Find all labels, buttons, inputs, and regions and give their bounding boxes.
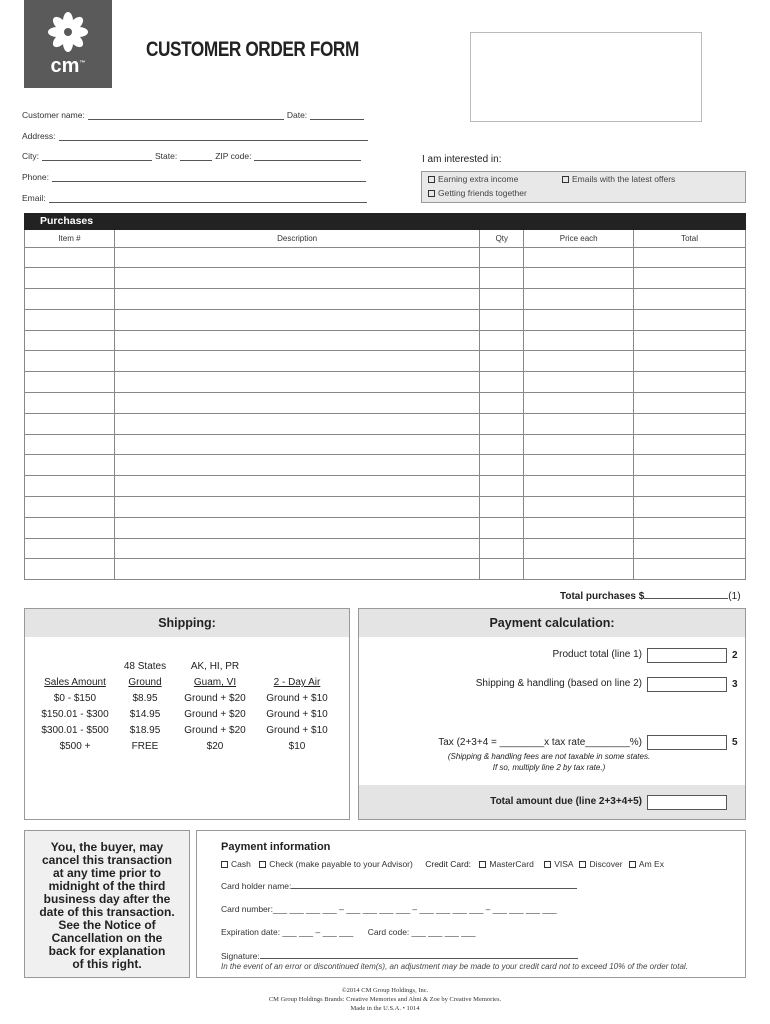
cash-option[interactable]: Cash: [221, 859, 251, 869]
shipping-column: [30, 659, 120, 755]
zip-label: ZIP code:: [215, 151, 252, 161]
customer-name-row: [22, 110, 367, 120]
product-total-num: 2: [732, 650, 738, 661]
total-purchases-row: [560, 590, 741, 602]
date-label: Date:: [286, 110, 308, 120]
shipping-rate: Ground + $10: [266, 693, 328, 704]
table-row: [25, 351, 746, 372]
table-cell[interactable]: [634, 476, 746, 497]
table-cell[interactable]: [524, 497, 634, 518]
total-purchases-field[interactable]: [644, 590, 728, 599]
amex-option[interactable]: Am Ex: [629, 859, 664, 869]
email-field[interactable]: [49, 194, 367, 203]
table-cell[interactable]: [480, 476, 524, 497]
expiration-row: [221, 927, 475, 937]
table-row: [25, 413, 746, 434]
table-cell[interactable]: [114, 434, 479, 455]
total-due-label: Total amount due (line 2+3+4+5): [490, 796, 642, 807]
table-cell[interactable]: [524, 455, 634, 476]
tax-num: 5: [732, 737, 738, 748]
shipping-col-head1: [30, 659, 120, 675]
total-purchases-ref: (1): [728, 591, 741, 602]
shipping-handling-label: Shipping & handling (based on line 2): [475, 678, 642, 689]
shipping-col-head2: Sales Amount: [44, 677, 106, 688]
table-cell[interactable]: [524, 289, 634, 310]
address-row: [22, 131, 371, 141]
table-row: [25, 434, 746, 455]
table-row: [25, 372, 746, 393]
email-row: [22, 193, 370, 203]
table-cell[interactable]: [634, 434, 746, 455]
expiration-field[interactable]: Expiration date: ___ ___ – ___ ___: [221, 927, 354, 937]
table-cell[interactable]: [634, 372, 746, 393]
credit-card-label: Credit Card:: [425, 859, 472, 869]
signature-field[interactable]: [260, 950, 578, 959]
interest-option-income[interactable]: Earning extra income: [428, 174, 518, 184]
table-cell[interactable]: [480, 268, 524, 289]
table-cell[interactable]: [524, 309, 634, 330]
card-holder-field[interactable]: [291, 880, 577, 889]
table-cell[interactable]: [480, 309, 524, 330]
table-cell[interactable]: [634, 517, 746, 538]
table-cell[interactable]: [480, 434, 524, 455]
shipping-rate: $500 +: [59, 741, 91, 752]
shipping-col-head2: 2 - Day Air: [273, 677, 321, 688]
tax-note: (Shipping & handling fees are not taxable in some states. If so, multiply line 2 by tax rate.): [447, 752, 651, 772]
email-label: Email:: [22, 193, 46, 203]
table-cell[interactable]: [25, 517, 115, 538]
table-cell[interactable]: [114, 247, 479, 268]
page-title: CUSTOMER ORDER FORM: [146, 38, 359, 61]
table-cell[interactable]: [524, 268, 634, 289]
purchases-header: Purchases: [24, 213, 746, 230]
address-field[interactable]: [59, 132, 368, 141]
table-cell[interactable]: [480, 330, 524, 351]
shipping-rate: $18.95: [129, 725, 161, 736]
table-cell[interactable]: [114, 372, 479, 393]
interest-title: I am interested in:: [422, 154, 502, 165]
shipping-column: [170, 659, 260, 755]
table-cell[interactable]: [480, 289, 524, 310]
date-field[interactable]: [310, 111, 364, 120]
table-cell[interactable]: [634, 413, 746, 434]
table-cell[interactable]: [524, 559, 634, 580]
table-row: [25, 247, 746, 268]
phone-row: [22, 172, 369, 182]
table-row: [25, 393, 746, 414]
footer: [0, 986, 770, 1013]
cancel-notice-line: at any time prior to: [52, 866, 162, 880]
checkbox-icon: [428, 176, 435, 183]
purchases-table: [24, 230, 746, 580]
state-label: State:: [155, 151, 178, 161]
state-field[interactable]: [180, 152, 212, 161]
table-row: [25, 559, 746, 580]
table-cell[interactable]: [634, 268, 746, 289]
table-cell[interactable]: [480, 538, 524, 559]
payment-info-title: Payment information: [221, 841, 331, 853]
table-cell[interactable]: [25, 476, 115, 497]
checkbox-icon: [579, 861, 586, 868]
cancel-notice-line: business day after the: [43, 892, 171, 906]
table-cell[interactable]: [25, 497, 115, 518]
cancel-notice: [24, 830, 190, 978]
col-item: Item #: [25, 230, 115, 247]
card-holder-row: Card holder name:: [221, 880, 577, 891]
table-cell[interactable]: [524, 413, 634, 434]
table-cell[interactable]: [480, 413, 524, 434]
table-cell[interactable]: [114, 538, 479, 559]
shipping-rate: Ground + $20: [184, 725, 246, 736]
table-cell[interactable]: [634, 289, 746, 310]
table-cell[interactable]: [480, 455, 524, 476]
shipping-box: [24, 608, 350, 820]
shipping-col-head2: Guam, VI: [193, 677, 237, 688]
interest-box: [421, 171, 746, 203]
cancel-notice-line: Cancellation on the: [51, 931, 163, 945]
table-cell[interactable]: [480, 559, 524, 580]
shipping-rate: $150.01 - $300: [41, 709, 109, 720]
table-cell[interactable]: [524, 517, 634, 538]
card-number-field[interactable]: Card number:___ ___ ___ ___ – ___ ___ ___ ___ – ___ ___ ___ ___ – ___ ___ ___ ___: [221, 904, 557, 914]
shipping-rate: $20: [206, 741, 224, 752]
zip-field[interactable]: [254, 152, 361, 161]
adjustment-note: In the event of an error or discontinued item(s), an adjustment may be made to your credit card not to exceed 10% of the order total.: [221, 962, 688, 971]
brands-line: CM Group Holdings Brands: Creative Memories and Ahni & Zoe by Creative Memories.: [268, 996, 502, 1003]
made-in-line: Made in the U.S.A. • 1014: [350, 1005, 420, 1012]
shipping-column: [115, 659, 175, 755]
shipping-rate: $300.01 - $500: [41, 725, 109, 736]
table-cell[interactable]: [25, 268, 115, 289]
table-cell[interactable]: [524, 330, 634, 351]
interest-option-friends[interactable]: Getting friends together: [428, 188, 527, 198]
shipping-handling-num: 3: [732, 679, 738, 690]
table-cell[interactable]: [114, 455, 479, 476]
table-row: [25, 309, 746, 330]
table-cell[interactable]: [524, 538, 634, 559]
table-cell[interactable]: [634, 393, 746, 414]
visa-option[interactable]: VISA: [544, 859, 573, 869]
table-cell[interactable]: [634, 559, 746, 580]
checkbox-icon: [221, 861, 228, 868]
table-cell[interactable]: [634, 309, 746, 330]
shipping-rate: Ground + $10: [266, 709, 328, 720]
cancel-notice-line: cancel this transaction: [41, 853, 173, 867]
discover-option[interactable]: Discover: [579, 859, 622, 869]
cancel-notice-line: midnight of the third: [48, 879, 166, 893]
table-row: [25, 538, 746, 559]
table-cell[interactable]: [524, 351, 634, 372]
product-total-label: Product total (line 1): [552, 649, 642, 660]
col-description: Description: [114, 230, 479, 247]
brand-logo: [24, 0, 112, 88]
table-cell[interactable]: [480, 517, 524, 538]
table-row: [25, 268, 746, 289]
table-cell[interactable]: [524, 393, 634, 414]
shipping-rate: $14.95: [129, 709, 161, 720]
shipping-rate: Ground + $20: [184, 693, 246, 704]
table-cell[interactable]: [634, 455, 746, 476]
shipping-rate: $0 - $150: [53, 693, 97, 704]
cancel-notice-line: of this right.: [72, 957, 142, 971]
shipping-title: Shipping:: [25, 609, 349, 637]
table-cell[interactable]: [114, 497, 479, 518]
total-due-band: [359, 785, 745, 819]
table-row: [25, 497, 746, 518]
check-option[interactable]: Check (make payable to your Advisor): [259, 859, 413, 869]
table-cell[interactable]: [25, 434, 115, 455]
total-purchases-label: Total purchases $: [560, 591, 645, 602]
table-cell[interactable]: [114, 330, 479, 351]
signature-row: Signature:: [221, 950, 578, 961]
phone-field[interactable]: [52, 173, 366, 182]
col-qty: Qty: [480, 230, 524, 247]
table-cell[interactable]: [25, 393, 115, 414]
table-cell[interactable]: [524, 372, 634, 393]
checkbox-icon: [629, 861, 636, 868]
copyright: ©2014 CM Group Holdings, Inc.: [341, 987, 429, 994]
shipping-col-head1: [257, 659, 337, 675]
product-total-field[interactable]: [647, 648, 727, 663]
city-label: City:: [22, 151, 39, 161]
checkbox-icon: [428, 190, 435, 197]
table-row: [25, 289, 746, 310]
phone-label: Phone:: [22, 172, 49, 182]
table-cell[interactable]: [25, 413, 115, 434]
table-cell[interactable]: [25, 372, 115, 393]
shipping-rate: $10: [288, 741, 306, 752]
table-row: [25, 517, 746, 538]
table-cell[interactable]: [25, 559, 115, 580]
table-cell[interactable]: [25, 351, 115, 372]
table-cell[interactable]: [25, 309, 115, 330]
checkbox-icon: [544, 861, 551, 868]
shipping-rate: FREE: [131, 741, 159, 752]
table-cell[interactable]: [524, 434, 634, 455]
shipping-rate: Ground + $20: [184, 709, 246, 720]
col-total: Total: [634, 230, 746, 247]
checkbox-icon: [259, 861, 266, 868]
customer-name-label: Customer name:: [22, 110, 85, 120]
advisor-stamp-box[interactable]: [470, 32, 702, 122]
cancel-notice-line: date of this transaction.: [39, 905, 175, 919]
table-cell[interactable]: [114, 289, 479, 310]
city-row: [22, 151, 364, 161]
table-cell[interactable]: [634, 247, 746, 268]
table-cell[interactable]: [480, 372, 524, 393]
shipping-handling-field[interactable]: [647, 677, 727, 692]
cancel-notice-line: See the Notice of: [58, 918, 156, 932]
table-cell[interactable]: [25, 247, 115, 268]
table-cell[interactable]: [25, 455, 115, 476]
table-cell[interactable]: [25, 330, 115, 351]
interest-option-emails[interactable]: Emails with the latest offers: [562, 174, 675, 184]
table-cell[interactable]: [114, 309, 479, 330]
table-row: [25, 455, 746, 476]
table-cell[interactable]: [114, 413, 479, 434]
table-cell[interactable]: [634, 497, 746, 518]
payment-method-row: [221, 859, 664, 869]
shipping-col-head1: 48 States: [123, 661, 167, 672]
table-cell[interactable]: [114, 476, 479, 497]
col-price: Price each: [524, 230, 634, 247]
tax-field[interactable]: [647, 735, 727, 750]
shipping-rate: $8.95: [132, 693, 158, 704]
payment-info-box: [196, 830, 746, 978]
address-label: Address:: [22, 131, 56, 141]
checkbox-icon: [562, 176, 569, 183]
checkbox-icon: [479, 861, 486, 868]
table-cell[interactable]: [480, 497, 524, 518]
shipping-column: [257, 659, 337, 755]
table-cell[interactable]: [114, 559, 479, 580]
table-cell[interactable]: [114, 517, 479, 538]
table-cell[interactable]: [480, 351, 524, 372]
card-code-field[interactable]: Card code: ___ ___ ___ ___: [367, 927, 476, 937]
payment-calc-box: [358, 608, 746, 820]
mastercard-option[interactable]: MasterCard: [479, 859, 533, 869]
tax-label: Tax (2+3+4 = ________x tax rate________%): [438, 737, 642, 748]
table-row: [25, 476, 746, 497]
shipping-col-head1: AK, HI, PR: [190, 661, 240, 672]
total-due-field[interactable]: [647, 795, 727, 810]
table-cell[interactable]: [114, 393, 479, 414]
payment-calc-title: Payment calculation:: [359, 609, 745, 637]
table-cell[interactable]: [634, 538, 746, 559]
logo-text: cm™: [50, 54, 86, 77]
city-field[interactable]: [42, 152, 152, 161]
table-row: [25, 330, 746, 351]
flower-icon: [47, 11, 89, 53]
table-cell[interactable]: [480, 247, 524, 268]
table-cell[interactable]: [524, 247, 634, 268]
shipping-rate: Ground + $10: [266, 725, 328, 736]
customer-name-field[interactable]: [88, 111, 284, 120]
table-cell[interactable]: [114, 351, 479, 372]
cancel-notice-line: You, the buyer, may: [50, 840, 164, 854]
table-cell[interactable]: [524, 476, 634, 497]
table-cell[interactable]: [480, 393, 524, 414]
shipping-col-head2: Ground: [128, 677, 162, 688]
table-cell[interactable]: [25, 289, 115, 310]
table-cell[interactable]: [114, 268, 479, 289]
table-cell[interactable]: [25, 538, 115, 559]
table-cell[interactable]: [634, 330, 746, 351]
cancel-notice-line: back for explanation: [48, 944, 166, 958]
table-cell[interactable]: [634, 351, 746, 372]
